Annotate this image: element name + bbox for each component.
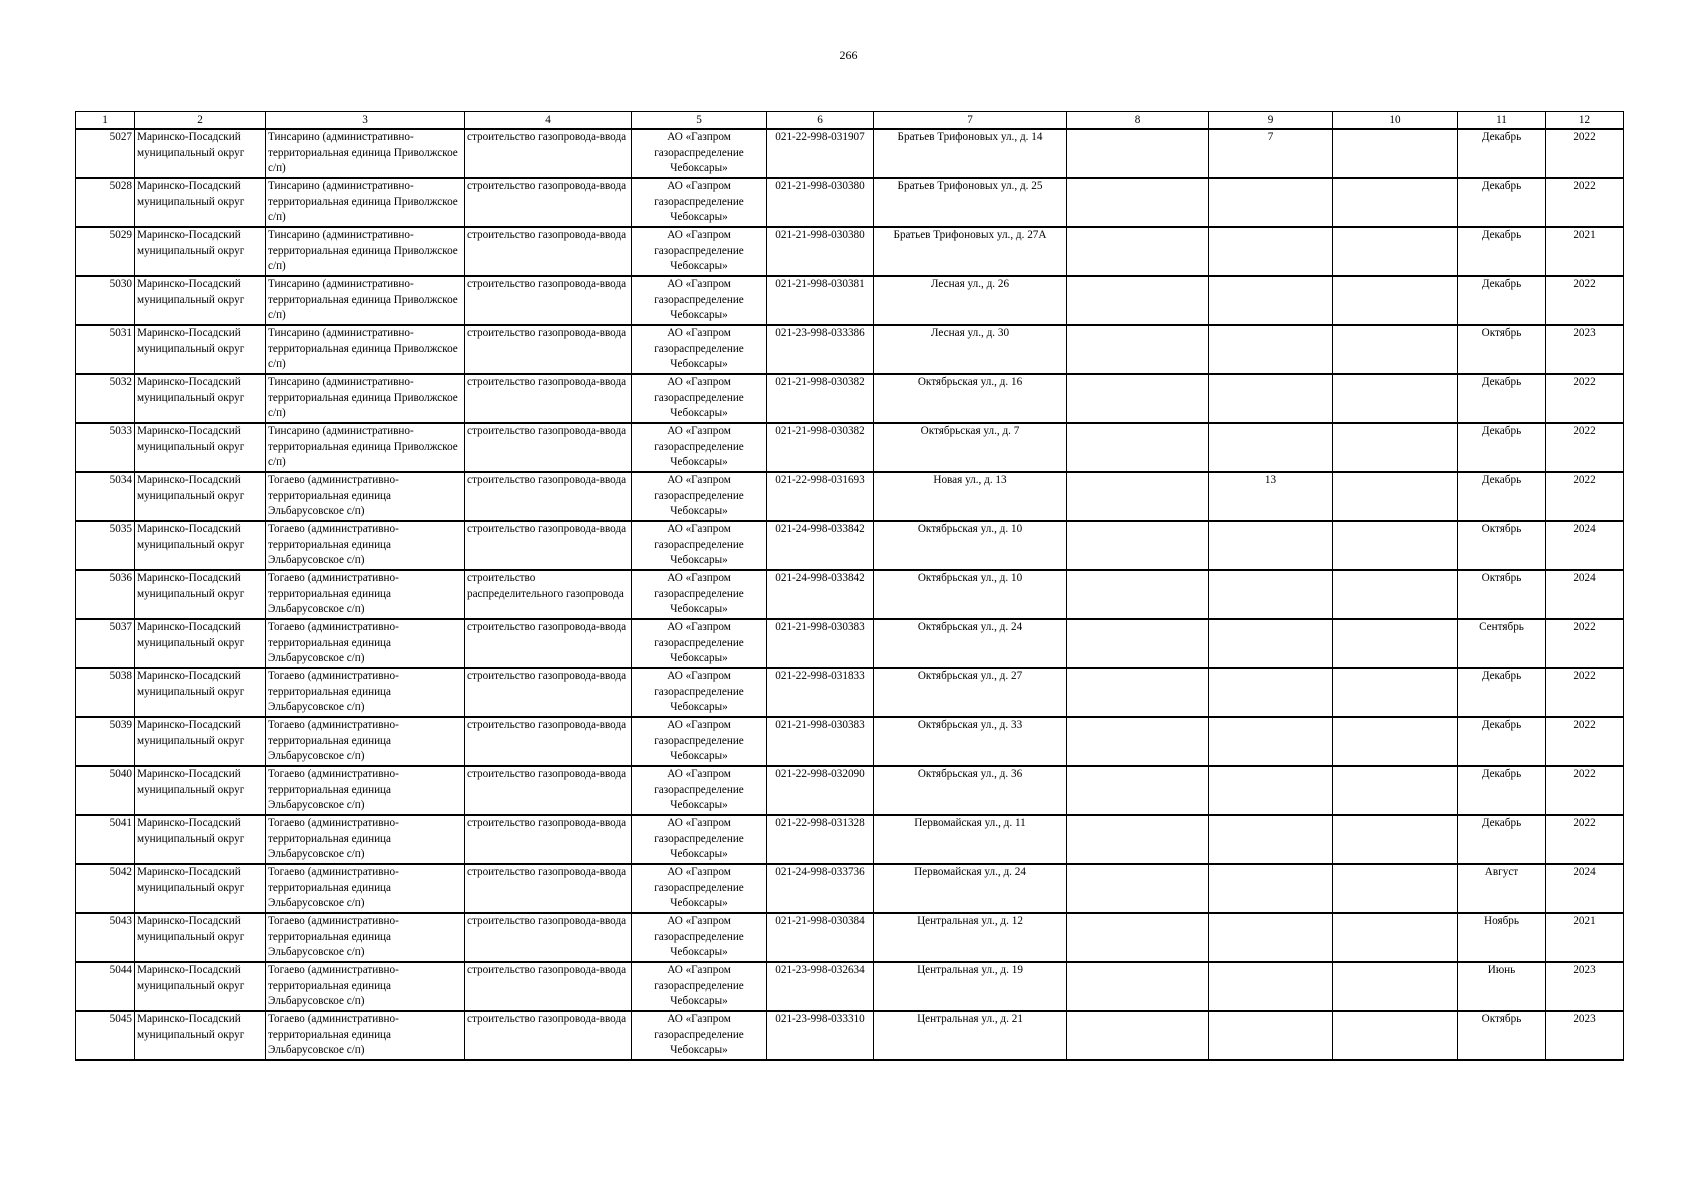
cell-year: 2022 — [1546, 276, 1624, 325]
cell-year: 2022 — [1546, 178, 1624, 227]
cell-settlement: Тогаево (административно-территориальная единица Эльбарусовское с/п) — [266, 815, 465, 864]
cell-year: 2022 — [1546, 619, 1624, 668]
cell-address: Октябрьская ул., д. 7 — [874, 423, 1067, 472]
cell-col-9 — [1209, 276, 1333, 325]
cell-organization: АО «Газпром газораспределение Чебоксары» — [632, 325, 767, 374]
cell-col-10 — [1333, 1011, 1458, 1060]
cell-work-type: строительство газопровода-ввода — [465, 766, 632, 815]
table-row — [76, 521, 1624, 570]
cell-organization: АО «Газпром газораспределение Чебоксары» — [632, 423, 767, 472]
cell-col-8 — [1067, 619, 1209, 668]
cell-col-8 — [1067, 276, 1209, 325]
cell-work-type: строительство газопровода-ввода — [465, 1011, 632, 1060]
cell-settlement: Тогаево (административно-территориальная единица Эльбарусовское с/п) — [266, 472, 465, 521]
cell-settlement: Тинсарино (административно-территориальная единица Приволжское с/п) — [266, 276, 465, 325]
cell-year: 2021 — [1546, 913, 1624, 962]
cell-row-number: 5027 — [76, 129, 135, 178]
cell-work-type: строительство газопровода-ввода — [465, 423, 632, 472]
cell-year: 2022 — [1546, 815, 1624, 864]
cell-row-number: 5043 — [76, 913, 135, 962]
cell-work-type: строительство газопровода-ввода — [465, 815, 632, 864]
cell-settlement: Тинсарино (административно-территориальная единица Приволжское с/п) — [266, 227, 465, 276]
cell-col-9 — [1209, 962, 1333, 1011]
cell-month: Декабрь — [1458, 129, 1546, 178]
cell-record-code: 021-21-998-030382 — [767, 374, 874, 423]
cell-record-code: 021-22-998-031328 — [767, 815, 874, 864]
cell-row-number: 5040 — [76, 766, 135, 815]
table-row — [76, 374, 1624, 423]
cell-municipality: Маринско-Посадский муниципальный округ — [135, 227, 266, 276]
cell-month: Октябрь — [1458, 325, 1546, 374]
cell-col-9 — [1209, 325, 1333, 374]
cell-row-number: 5030 — [76, 276, 135, 325]
cell-municipality: Маринско-Посадский муниципальный округ — [135, 668, 266, 717]
cell-record-code: 021-23-998-033310 — [767, 1011, 874, 1060]
table-body — [76, 129, 1624, 1060]
cell-col-10 — [1333, 227, 1458, 276]
cell-municipality: Маринско-Посадский муниципальный округ — [135, 864, 266, 913]
cell-col-8 — [1067, 472, 1209, 521]
cell-year: 2022 — [1546, 374, 1624, 423]
cell-organization: АО «Газпром газораспределение Чебоксары» — [632, 472, 767, 521]
cell-col-8 — [1067, 570, 1209, 619]
cell-address: Октябрьская ул., д. 24 — [874, 619, 1067, 668]
cell-col-9 — [1209, 815, 1333, 864]
column-header-1: 1 — [76, 112, 135, 130]
cell-col-9 — [1209, 913, 1333, 962]
cell-col-10 — [1333, 325, 1458, 374]
cell-address: Октябрьская ул., д. 36 — [874, 766, 1067, 815]
cell-organization: АО «Газпром газораспределение Чебоксары» — [632, 521, 767, 570]
cell-col-10 — [1333, 717, 1458, 766]
table-row — [76, 766, 1624, 815]
column-header-7: 7 — [874, 112, 1067, 130]
cell-work-type: строительство газопровода-ввода — [465, 668, 632, 717]
cell-month: Декабрь — [1458, 374, 1546, 423]
cell-settlement: Тогаево (административно-территориальная единица Эльбарусовское с/п) — [266, 668, 465, 717]
cell-row-number: 5036 — [76, 570, 135, 619]
cell-record-code: 021-24-998-033842 — [767, 521, 874, 570]
cell-row-number: 5035 — [76, 521, 135, 570]
table-row — [76, 619, 1624, 668]
cell-month: Август — [1458, 864, 1546, 913]
cell-work-type: строительство газопровода-ввода — [465, 129, 632, 178]
cell-organization: АО «Газпром газораспределение Чебоксары» — [632, 276, 767, 325]
table-row — [76, 423, 1624, 472]
column-header-5: 5 — [632, 112, 767, 130]
table-row — [76, 864, 1624, 913]
cell-col-9 — [1209, 1011, 1333, 1060]
cell-organization: АО «Газпром газораспределение Чебоксары» — [632, 570, 767, 619]
cell-col-8 — [1067, 325, 1209, 374]
cell-organization: АО «Газпром газораспределение Чебоксары» — [632, 619, 767, 668]
cell-work-type: строительство газопровода-ввода — [465, 717, 632, 766]
cell-row-number: 5031 — [76, 325, 135, 374]
cell-col-10 — [1333, 962, 1458, 1011]
cell-work-type: строительство газопровода-ввода — [465, 325, 632, 374]
cell-year: 2024 — [1546, 864, 1624, 913]
cell-municipality: Маринско-Посадский муниципальный округ — [135, 129, 266, 178]
cell-col-10 — [1333, 570, 1458, 619]
cell-address: Центральная ул., д. 19 — [874, 962, 1067, 1011]
cell-year: 2022 — [1546, 129, 1624, 178]
cell-col-8 — [1067, 717, 1209, 766]
cell-municipality: Маринско-Посадский муниципальный округ — [135, 766, 266, 815]
cell-col-8 — [1067, 766, 1209, 815]
cell-record-code: 021-22-998-031693 — [767, 472, 874, 521]
cell-col-10 — [1333, 472, 1458, 521]
cell-month: Декабрь — [1458, 227, 1546, 276]
table-row — [76, 276, 1624, 325]
cell-address: Октябрьская ул., д. 10 — [874, 521, 1067, 570]
cell-year: 2024 — [1546, 570, 1624, 619]
cell-municipality: Маринско-Посадский муниципальный округ — [135, 619, 266, 668]
cell-organization: АО «Газпром газораспределение Чебоксары» — [632, 1011, 767, 1060]
cell-work-type: строительство газопровода-ввода — [465, 178, 632, 227]
cell-col-9: 7 — [1209, 129, 1333, 178]
cell-year: 2023 — [1546, 962, 1624, 1011]
cell-row-number: 5028 — [76, 178, 135, 227]
cell-municipality: Маринско-Посадский муниципальный округ — [135, 472, 266, 521]
cell-organization: АО «Газпром газораспределение Чебоксары» — [632, 227, 767, 276]
cell-work-type: строительство газопровода-ввода — [465, 374, 632, 423]
cell-month: Декабрь — [1458, 178, 1546, 227]
cell-month: Октябрь — [1458, 570, 1546, 619]
cell-municipality: Маринско-Посадский муниципальный округ — [135, 815, 266, 864]
cell-address: Братьев Трифоновых ул., д. 25 — [874, 178, 1067, 227]
cell-row-number: 5032 — [76, 374, 135, 423]
cell-settlement: Тинсарино (административно-территориальная единица Приволжское с/п) — [266, 325, 465, 374]
cell-record-code: 021-22-998-032090 — [767, 766, 874, 815]
cell-col-8 — [1067, 227, 1209, 276]
cell-year: 2022 — [1546, 766, 1624, 815]
cell-record-code: 021-21-998-030380 — [767, 178, 874, 227]
cell-month: Сентябрь — [1458, 619, 1546, 668]
cell-address: Центральная ул., д. 12 — [874, 913, 1067, 962]
cell-month: Декабрь — [1458, 766, 1546, 815]
cell-col-8 — [1067, 668, 1209, 717]
cell-record-code: 021-22-998-031833 — [767, 668, 874, 717]
cell-row-number: 5034 — [76, 472, 135, 521]
cell-record-code: 021-23-998-032634 — [767, 962, 874, 1011]
cell-col-10 — [1333, 668, 1458, 717]
cell-settlement: Тогаево (административно-территориальная единица Эльбарусовское с/п) — [266, 962, 465, 1011]
cell-record-code: 021-21-998-030384 — [767, 913, 874, 962]
cell-col-10 — [1333, 276, 1458, 325]
cell-settlement: Тинсарино (административно-территориальная единица Приволжское с/п) — [266, 423, 465, 472]
cell-settlement: Тинсарино (административно-территориальная единица Приволжское с/п) — [266, 129, 465, 178]
cell-settlement: Тогаево (административно-территориальная единица Эльбарусовское с/п) — [266, 717, 465, 766]
cell-municipality: Маринско-Посадский муниципальный округ — [135, 325, 266, 374]
cell-work-type: строительство газопровода-ввода — [465, 619, 632, 668]
cell-col-10 — [1333, 521, 1458, 570]
cell-col-8 — [1067, 374, 1209, 423]
cell-col-9 — [1209, 178, 1333, 227]
table-row — [76, 1011, 1624, 1060]
cell-municipality: Маринско-Посадский муниципальный округ — [135, 423, 266, 472]
cell-col-9 — [1209, 423, 1333, 472]
cell-address: Первомайская ул., д. 24 — [874, 864, 1067, 913]
cell-row-number: 5041 — [76, 815, 135, 864]
cell-col-9 — [1209, 521, 1333, 570]
cell-record-code: 021-23-998-033386 — [767, 325, 874, 374]
cell-row-number: 5039 — [76, 717, 135, 766]
cell-row-number: 5029 — [76, 227, 135, 276]
cell-record-code: 021-21-998-030382 — [767, 423, 874, 472]
cell-work-type: строительство газопровода-ввода — [465, 864, 632, 913]
cell-record-code: 021-21-998-030381 — [767, 276, 874, 325]
cell-month: Октябрь — [1458, 521, 1546, 570]
table-row — [76, 815, 1624, 864]
cell-month: Декабрь — [1458, 815, 1546, 864]
cell-work-type: строительство газопровода-ввода — [465, 521, 632, 570]
cell-col-9 — [1209, 570, 1333, 619]
table-row — [76, 178, 1624, 227]
table-row — [76, 472, 1624, 521]
cell-settlement: Тогаево (административно-территориальная единица Эльбарусовское с/п) — [266, 570, 465, 619]
cell-col-9 — [1209, 668, 1333, 717]
cell-col-9 — [1209, 619, 1333, 668]
table-row — [76, 913, 1624, 962]
page-number: 266 — [839, 48, 858, 62]
cell-col-8 — [1067, 129, 1209, 178]
cell-col-8 — [1067, 423, 1209, 472]
cell-col-10 — [1333, 619, 1458, 668]
cell-address: Октябрьская ул., д. 33 — [874, 717, 1067, 766]
cell-month: Декабрь — [1458, 276, 1546, 325]
cell-row-number: 5037 — [76, 619, 135, 668]
cell-month: Декабрь — [1458, 668, 1546, 717]
cell-year: 2022 — [1546, 472, 1624, 521]
table-row — [76, 668, 1624, 717]
table-row — [76, 129, 1624, 178]
cell-work-type: строительство газопровода-ввода — [465, 472, 632, 521]
cell-settlement: Тинсарино (административно-территориальная единица Приволжское с/п) — [266, 374, 465, 423]
cell-work-type: строительство газопровода-ввода — [465, 276, 632, 325]
cell-municipality: Маринско-Посадский муниципальный округ — [135, 962, 266, 1011]
cell-record-code: 021-24-998-033842 — [767, 570, 874, 619]
cell-municipality: Маринско-Посадский муниципальный округ — [135, 276, 266, 325]
cell-municipality: Маринско-Посадский муниципальный округ — [135, 178, 266, 227]
cell-year: 2022 — [1546, 668, 1624, 717]
cell-work-type: строительство газопровода-ввода — [465, 962, 632, 1011]
cell-address: Лесная ул., д. 26 — [874, 276, 1067, 325]
column-header-8: 8 — [1067, 112, 1209, 130]
table-row — [76, 962, 1624, 1011]
cell-organization: АО «Газпром газораспределение Чебоксары» — [632, 766, 767, 815]
column-header-2: 2 — [135, 112, 266, 130]
cell-organization: АО «Газпром газораспределение Чебоксары» — [632, 717, 767, 766]
cell-row-number: 5044 — [76, 962, 135, 1011]
cell-address: Лесная ул., д. 30 — [874, 325, 1067, 374]
cell-settlement: Тогаево (административно-территориальная единица Эльбарусовское с/п) — [266, 521, 465, 570]
cell-organization: АО «Газпром газораспределение Чебоксары» — [632, 178, 767, 227]
cell-col-10 — [1333, 815, 1458, 864]
cell-address: Октябрьская ул., д. 16 — [874, 374, 1067, 423]
cell-col-10 — [1333, 864, 1458, 913]
cell-work-type: строительство газопровода-ввода — [465, 913, 632, 962]
column-header-4: 4 — [465, 112, 632, 130]
cell-col-9 — [1209, 717, 1333, 766]
cell-col-8 — [1067, 962, 1209, 1011]
cell-col-10 — [1333, 129, 1458, 178]
cell-settlement: Тогаево (административно-территориальная единица Эльбарусовское с/п) — [266, 619, 465, 668]
column-header-9: 9 — [1209, 112, 1333, 130]
cell-col-9 — [1209, 864, 1333, 913]
cell-year: 2022 — [1546, 423, 1624, 472]
cell-month: Июнь — [1458, 962, 1546, 1011]
cell-col-10 — [1333, 766, 1458, 815]
header-row — [76, 112, 1624, 130]
cell-col-10 — [1333, 913, 1458, 962]
column-header-12: 12 — [1546, 112, 1624, 130]
cell-year: 2023 — [1546, 325, 1624, 374]
cell-col-9: 13 — [1209, 472, 1333, 521]
cell-record-code: 021-22-998-031907 — [767, 129, 874, 178]
cell-col-9 — [1209, 374, 1333, 423]
cell-month: Декабрь — [1458, 717, 1546, 766]
cell-record-code: 021-24-998-033736 — [767, 864, 874, 913]
cell-address: Октябрьская ул., д. 10 — [874, 570, 1067, 619]
data-table — [75, 111, 1624, 1061]
cell-col-8 — [1067, 815, 1209, 864]
cell-row-number: 5038 — [76, 668, 135, 717]
cell-col-8 — [1067, 864, 1209, 913]
cell-month: Октябрь — [1458, 1011, 1546, 1060]
cell-col-10 — [1333, 423, 1458, 472]
cell-municipality: Маринско-Посадский муниципальный округ — [135, 913, 266, 962]
cell-col-9 — [1209, 766, 1333, 815]
cell-year: 2022 — [1546, 717, 1624, 766]
table-row — [76, 325, 1624, 374]
table-row — [76, 570, 1624, 619]
column-header-10: 10 — [1333, 112, 1458, 130]
cell-col-9 — [1209, 227, 1333, 276]
column-header-6: 6 — [767, 112, 874, 130]
cell-settlement: Тогаево (административно-территориальная единица Эльбарусовское с/п) — [266, 864, 465, 913]
cell-work-type: строительство газопровода-ввода — [465, 227, 632, 276]
cell-address: Братьев Трифоновых ул., д. 14 — [874, 129, 1067, 178]
cell-organization: АО «Газпром газораспределение Чебоксары» — [632, 374, 767, 423]
table-row — [76, 717, 1624, 766]
cell-settlement: Тогаево (административно-территориальная единица Эльбарусовское с/п) — [266, 1011, 465, 1060]
cell-settlement: Тогаево (административно-территориальная единица Эльбарусовское с/п) — [266, 913, 465, 962]
cell-col-8 — [1067, 913, 1209, 962]
cell-col-10 — [1333, 374, 1458, 423]
cell-record-code: 021-21-998-030380 — [767, 227, 874, 276]
cell-month: Ноябрь — [1458, 913, 1546, 962]
cell-col-8 — [1067, 178, 1209, 227]
cell-col-8 — [1067, 521, 1209, 570]
cell-year: 2024 — [1546, 521, 1624, 570]
cell-address: Первомайская ул., д. 11 — [874, 815, 1067, 864]
cell-municipality: Маринско-Посадский муниципальный округ — [135, 570, 266, 619]
cell-organization: АО «Газпром газораспределение Чебоксары» — [632, 668, 767, 717]
cell-address: Центральная ул., д. 21 — [874, 1011, 1067, 1060]
cell-address: Братьев Трифоновых ул., д. 27А — [874, 227, 1067, 276]
cell-municipality: Маринско-Посадский муниципальный округ — [135, 521, 266, 570]
cell-col-10 — [1333, 178, 1458, 227]
cell-row-number: 5045 — [76, 1011, 135, 1060]
cell-month: Декабрь — [1458, 472, 1546, 521]
cell-municipality: Маринско-Посадский муниципальный округ — [135, 374, 266, 423]
column-header-3: 3 — [266, 112, 465, 130]
cell-municipality: Маринско-Посадский муниципальный округ — [135, 1011, 266, 1060]
cell-organization: АО «Газпром газораспределение Чебоксары» — [632, 129, 767, 178]
cell-record-code: 021-21-998-030383 — [767, 619, 874, 668]
cell-col-8 — [1067, 1011, 1209, 1060]
cell-work-type: строительство распределительного газопровода — [465, 570, 632, 619]
cell-organization: АО «Газпром газораспределение Чебоксары» — [632, 913, 767, 962]
cell-municipality: Маринско-Посадский муниципальный округ — [135, 717, 266, 766]
cell-row-number: 5033 — [76, 423, 135, 472]
cell-settlement: Тинсарино (административно-территориальная единица Приволжское с/п) — [266, 178, 465, 227]
cell-month: Декабрь — [1458, 423, 1546, 472]
column-header-11: 11 — [1458, 112, 1546, 130]
cell-address: Октябрьская ул., д. 27 — [874, 668, 1067, 717]
cell-organization: АО «Газпром газораспределение Чебоксары» — [632, 864, 767, 913]
cell-year: 2021 — [1546, 227, 1624, 276]
cell-settlement: Тогаево (административно-территориальная единица Эльбарусовское с/п) — [266, 766, 465, 815]
cell-address: Новая ул., д. 13 — [874, 472, 1067, 521]
cell-organization: АО «Газпром газораспределение Чебоксары» — [632, 962, 767, 1011]
cell-year: 2023 — [1546, 1011, 1624, 1060]
cell-organization: АО «Газпром газораспределение Чебоксары» — [632, 815, 767, 864]
cell-record-code: 021-21-998-030383 — [767, 717, 874, 766]
cell-row-number: 5042 — [76, 864, 135, 913]
table-row — [76, 227, 1624, 276]
